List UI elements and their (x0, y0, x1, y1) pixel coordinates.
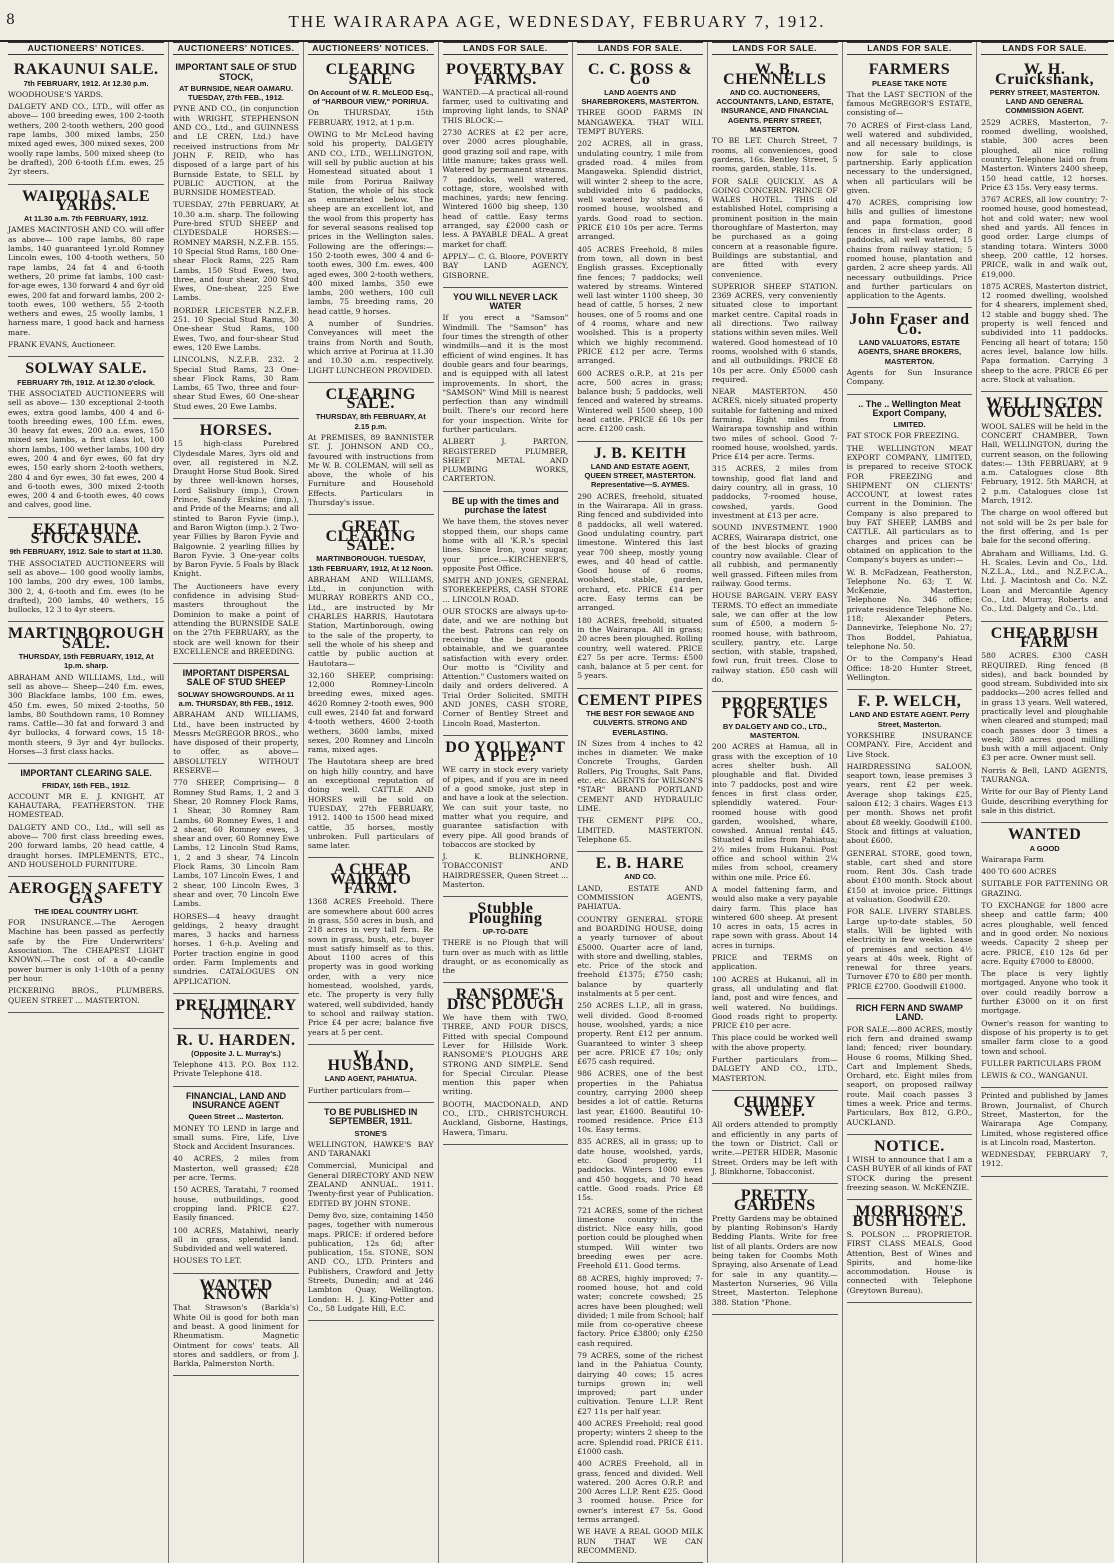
ad-subtitle: (Opposite J. L. Murray's.) (191, 1048, 281, 1058)
ad-paragraph: J. K. BLINKHORNE, TOBACCONIST AND HAIRDRESSER, Queen Street ... Masterton. (442, 852, 569, 890)
ad-subtitle: UP-TO-DATE (482, 926, 529, 936)
advertisement (8, 185, 164, 358)
ad-title: SOLWAY SALE. (25, 360, 147, 378)
column-header: LANDS FOR SALE. (712, 42, 838, 55)
ad-paragraph: PICKERING BROS., PLUMBERS. QUEEN STREET ... MASTERTON. (8, 986, 165, 1005)
ad-paragraph: 2730 ACRES at £2 per acre, over 2000 acres ploughable, good grazing soil and rape, with little manure; takes grass well. Watered by permanent streams. 7 paddocks, well watered, cottage, store, woolshed with machines, yards; new fencing. Wintered 1600 big sheep, 130 head of cattle. Easy terms arranged, say £2000 cash or less. A PAYABLE DEAL. A great market for chaff. (442, 128, 569, 249)
advertisement (8, 877, 164, 1013)
ad-subtitle: Queen Street ... Masterton. (188, 1112, 284, 1122)
ad-title: CEMENT PIPES (577, 691, 703, 709)
ad-title: Stubble Ploughing (468, 900, 543, 927)
ad-subtitle: LAND AGENT, PAHIATUA. (324, 1074, 417, 1084)
ad-paragraph: 3767 ACRES, all low country; 7-roomed house, good homestead, hot and cold water; new wool shed and yards. All fences in good order. Large clumps of standing totara. Winters 3000 sheep, 200 cattle, 12 horses. PRICE, walk in and walk out, £19,000. (981, 195, 1108, 279)
ad-title: HORSES. (199, 421, 273, 439)
ad-paragraph: WE carry in stock every variety of pipes, and if you are in need of a good smoke, just step in and have a look at the selection. We can suit your taste, no matter what you require, and guarantee satisfaction with every pipe. All good brands of tobaccos are stocked by (442, 765, 569, 849)
ad-paragraph: The Hautotara sheep are bred on high hilly country, and have an exceptional reputation of doing well. CATTLE AND HORSES will be sold on TUESDAY, 27th FEBRUARY, 1912. 1400 to 1500 head mixed cattle, 35 horses, mostly unbroken. Full particulars of same later. (307, 757, 434, 851)
ad-paragraph: A model fattening farm, and would also make a very payable dairy farm. This place has wintered 600 sheep. At present 10 acres in oats, 15 acres in rape sown with grass. About 14 acres in turnips. (711, 884, 838, 950)
advertisement (173, 58, 299, 419)
ad-paragraph: Printed and published by James Brown, Journalist, of Church Street, Masterton, for the Wairarapa Age Company, Limited, whose registered office is at Lincoln road, Masterton. (981, 1091, 1108, 1147)
ad-paragraph: 470 ACRES, comprising low hills and gullies of limestone and papa formation, good fences in first-class order; 8 paddocks, all well watered, 15 chains from railway station; 5 roomed house, plantation and garden, 2 acre sheep yards. All necessary outbuildings. Price and further particulars on application to the Agents. (846, 198, 973, 301)
ad-title: MORRISON'S BUSH HOTEL. (852, 1203, 967, 1230)
ad-subtitle: LAND AND ESTATE AGENT, QUEEN STREET, MASTERTON. Representative—S. AYMES. (584, 461, 696, 490)
ad-paragraph: THE ASSOCIATED AUCTIONEERS will sell as above— 100 good woolly lambs, 100 lambs, 200 dry ewes, 100 lambs, 300 2, 4, 6-tooth and f.m. ewes (to be drafted), 200 lambs, 40 wethers, 15 bullocks, 12 3 to 4yr steers. (8, 558, 165, 615)
ad-paragraph: GENERAL STORE, good town, stable, cart shed and store room. Rent 30s. Cash trade about £100 month. Stock about £150 at invoice price. Fittings at valuation. Goodwill £20. (846, 848, 973, 905)
ad-subtitle: FRIDAY, 16th FEB., 1912. (42, 780, 131, 790)
column-4 (439, 42, 574, 1563)
ad-subtitle: AT BURNSIDE, NEAR OAMARU. TUESDAY, 27th FEB., 1912. (179, 83, 294, 103)
ad-paragraph: HOUSES TO LET. (173, 1256, 242, 1266)
advertisement (173, 1029, 299, 1087)
ad-paragraph: 70 ACRES of First-class Land, well watered and subdivided, and all necessary buildings, is now for sale to close partnership. Early application necessary to the undersigned, when all particulars will be given. (846, 120, 973, 195)
advertisement (847, 999, 973, 1135)
column-6 (708, 42, 843, 1563)
ad-paragraph: 100 ACRES, Matahiwi, nearly all in grass, splendid land. Subdivided and well watered. (173, 1225, 299, 1254)
ad-paragraph: 315 ACRES, 2 miles from township, good flat land and dairy country, all in grass, 10 paddocks, 7-roomed house, cowshed, yards. Good investment at £13 per acre. (711, 464, 838, 520)
ad-subtitle: 9th FEBRUARY, 1912. Sale to start at 11.30. (9, 547, 163, 557)
advertisement (443, 897, 569, 983)
ad-title: RANSOME'S DISC PLOUGH (446, 986, 564, 1013)
advertisement (443, 736, 569, 897)
ad-paragraph: 580 ACRES. £300 CASH REQUIRED. Ring fenced (8 sides), and back bounded by good stream. Subdivided into six paddocks—200 acres felled and in grass 13 years. Well watered, practically level and ploughable when cleared and stumped; mail coach passes door 3 times a week; 380 acres good milling bush with a mill adjacent. Only £3 per acre. Owner must sell. (981, 651, 1108, 763)
advertisement (847, 395, 973, 691)
ad-title: CHEAP BUSH FARM (990, 624, 1099, 651)
ad-subtitle: LAND VALUATORS, ESTATE AGENTS, SHARE BROKERS, MASTERTON. (857, 338, 962, 366)
ad-title: BE up with the times and purchase the latest (451, 495, 559, 516)
ad-paragraph: W. B. McFadzean, Featherston, Telephone No. 63; T. W. McKenzie, Masterton, Telephone No. 346 office; private residence Telephone No. 118; Alexander Peters, Dannevirke, Telephone No. 27; Thos Boddel, Pahiatua, telephone No. 50. (846, 567, 973, 651)
ad-paragraph: NEAR MASTERTON. 450 ACRES, nicely situated property suitable for fattening and mixed farming. Eight miles from Wairarapa township and within two miles of school. Good 7-roomed house, woolshed, yards. Price £14 per acre. Terms. (711, 387, 838, 462)
column-8 (977, 42, 1112, 1563)
advertisement (577, 58, 703, 441)
ad-paragraph: ABRAHAM AND WILLIAMS, Ltd., have been instructed by Messrs McGREGOR BROS., who have disposed of their property, to offer, as above— ABSOLUTELY WITHOUT RESERVE— (173, 710, 299, 776)
ad-paragraph: Pretty Gardens may be obtained by planting Robinson's Hardy Bedding Plants. Write for free list of all plants. Orders are now being taken for Coombs Moth Spraying, also Arsenate of Lead for sale in any quantity.—Masterton Nurseries, 96 Villa Street, Masterton. Telephone 388. Station "Phone. (711, 1213, 838, 1307)
ad-subtitle: THURSDAY, 8th FEBRUARY, At 2.15 p.m. (315, 412, 426, 431)
ad-paragraph: 986 ACRES, one of the best properties in the Pahiatua country, carrying 2000 sheep besides a lot of cattle. Returns last year, £1600. Beautiful 10-roomed residence. Price £13 10s. Easy terms. (577, 1069, 703, 1135)
ad-paragraph: WEDNESDAY, FEBRUARY 7, 1912. (981, 1150, 1108, 1169)
advertisement (308, 1103, 434, 1321)
ad-paragraph: DALGETY AND CO., LTD., will offer as above— 100 breeding ewes, 100 2-tooth wethers, 200 2-tooth wethers, 200 good rape lambs, 300 mixed lambs, 250 mixed aged ewes, 300 mixed sexes, 200 woolly rape lambs, 500 mixed sheep (to be drafted), 200 6-tooth f.f.m. ewes, 25 2yr steers. (8, 102, 165, 177)
ad-paragraph: ALBERT J. PARTON, REGISTERED PLUMBER, SHEET METAL AND PLUMBING WORKS, CARTERTON. (442, 437, 569, 484)
advertisement (308, 858, 434, 1044)
ad-title: PRETTY GARDENS (733, 1187, 816, 1214)
ad-paragraph: That the LAST SECTION of the famous McGREGOR'S ESTATE, consisting of— (846, 89, 973, 118)
ad-paragraph: We have them, the stoves never stopped them, our shops came home with all 'K.R.'s special lines. Since Iron, your sugar, your price.—KIRCHENER'S, opposite Post Office. (442, 517, 569, 573)
ad-paragraph: FAT STOCK FOR FREEZING. (846, 431, 959, 441)
ad-title: WANTED (1008, 826, 1082, 844)
column-header: LANDS FOR SALE. (577, 42, 703, 55)
ad-paragraph: SUITABLE FOR FATTENING OR GRAZING. (981, 879, 1108, 898)
ad-paragraph: WOOL SALES will be held in the CONCERT CHAMBER, Town Hall, WELLINGTON, during the current season, on the following dates:— 13th FEBRUARY, at 9 a.m. Catalogues close 8th February, 1912. 5th MARCH, at 2 p.m. Catalogues close 1st March, 1912. (981, 421, 1108, 506)
ad-paragraph: A number of Sundries. Conveyances will meet the trains from North and South, which arrive at Porirua at 11.30 and 10.30 a.m. respectively. LIGHT LUNCHEON PROVIDED. (307, 319, 434, 375)
ad-title: W. B. CHENNELLS (723, 61, 827, 88)
ad-paragraph: JAMES MACINTOSH AND CO. will offer as above— 100 rape lambs, 80 rape lambs, 140 guaranteed 1yr.old Romney Lincoln ewes, 100 4-tooth wethers, 50 rape lambs, 24 fat 4 and 6-tooth wethers, 20 prime fat lambs, 100 cast-for-age ewes, 130 forward 4 and 6yr old ewes, 200 fat and forward lambs, 200 2-tooth ewes, 100 wethers, 55 2-tooth wethers and ewes, 25 woolly lambs, 1 harness mare, 1 good hack and harness mare. (8, 225, 165, 337)
ad-paragraph: BORDER LEICESTER N.Z.F.B. 251. 10 Special Stud Rams, 30 One-shear Stud Rams, 100 Ewes, Two, and four-shear Stud ewes, 120 Ewe Lambs. (173, 305, 299, 352)
ad-paragraph: LEWIS & CO., WANGANUI. (981, 1071, 1088, 1081)
advertisement (308, 515, 434, 858)
ad-paragraph: Further particulars from— DALGETY AND CO., LTD., MASTERTON. (711, 1054, 838, 1083)
ad-paragraph: 32,160 SHEEP, comprising: 12,000 Romney-Lincoln breeding ewes, mixed ages. 4620 Romney 2-tooth ewes, 900 cull ewes, 2140 fat and forward 4-tooth wethers, 4600 2-tooth wethers, 3600 lambs, mixed sexes, 200 Romney and Lincoln rams, mixed ages. (307, 670, 434, 755)
ad-title: A CHEAP WAIKATO FARM. (330, 861, 412, 898)
ad-paragraph: I WISH to announce that I am a CASH BUYER of all kinds of FAT STOCK during the present freezing season. W. McKENZIE. (846, 1155, 973, 1193)
ad-paragraph: YORKSHIRE INSURANCE COMPANY. Fire, Accident and Live Stock. (846, 731, 973, 759)
ad-paragraph: 100 ACRES at Hukanui, all in grass, all undulating and flat land, post and wire fences, and well watered. No buildings. Good roads right to property. PRICE £10 per acre. (711, 974, 838, 1031)
ad-subtitle: STONE'S (354, 1128, 387, 1138)
ad-paragraph: 405 ACRES Freehold, 8 miles from town, all down in best English grasses. Exceptionally fine fences; 7 paddocks; well watered by streams. Wintered well last winter 1100 sheep, 30 head of cattle, 5 horses, 2 new houses, one of 5 rooms and one of 4 rooms, whare and new woolshed. This is a property which we highly recommend. PRICE £12 per acre. Terms arranged. (577, 244, 703, 366)
column-3 (304, 42, 439, 1563)
ad-title: IMPORTANT CLEARING SALE. (20, 768, 152, 779)
ad-paragraph: OWING to Mr McLeod having sold his property, DALGETY AND CO., LTD., WELLINGTON, will sell by public auction at his Homestead situated about 1 mile from Porirua Railway Station, the whole of his stock as enumerated below. The sheep are an excellent lot, and the wool from this property has for several seasons realised top prices in the Wellington sales. Following are the offerings:— 150 2-tooth ewes, 300 4 and 6-tooth ewes, 300 f.m. ewes, 400 aged ewes, 300 2-tooth wethers, 400 mixed lambs, 350 ewe lambs, 200 wethers, 100 cull lambs, 75 breeding rams, 20 head cattle, 9 horses. (307, 130, 434, 316)
ad-title: AEROGEN SAFETY GAS (8, 880, 164, 907)
ad-paragraph: THE ASSOCIATED AUCTIONEERS will sell as above— 130 exceptional 2-tooth ewes, extra good lambs, 400 4 and 6-tooth breeding ewes, 100 f.f.m. ewes, 30 heavy fat ewes, 200 a.a. ewes, 150 mixed sex lambs, a first class lot, 100 shorn lambs, 100 wether lambs, 100 dry ewes, 200 4 and 6yr ewes, 60 fat dry ewes, 150 early shorn 2-tooth wethers, 280 4 and 6yr ewes, 30 fat ewes, 200 4 and 6-tooth ewes, 300 mixed 2-tooth ewes, 200 4 and 6-tooth ewes, 40 cows and calves, good line. (8, 388, 165, 510)
ad-paragraph: 88 ACRES, highly improved; 7-roomed house, hot and cold water; concrete cowshed; 25 acres have been ploughed; well divided; 1 mile from School; half mile from co-operative cheese factory. Price £3800; only £250 cash required. (577, 1273, 703, 1348)
ad-paragraph: THE WELLINGTON MEAT EXPORT COMPANY, LIMITED, is prepared to receive STOCK FOR FREEZING and SHIPMENT ON CLIENTS' ACCOUNT, at lowest rates current in the Dominion. The Company is also prepared to buy FAT SHEEP, LAMBS and CATTLE. All particulars as to charges and prices can be obtained on application to the Company's buyers as under:— (846, 443, 973, 565)
advertisement (173, 419, 299, 664)
ad-paragraph: FRANK EVANS, Auctioneer. (8, 340, 116, 350)
advertisement (577, 852, 703, 1563)
columns-container (4, 42, 1112, 1555)
ad-title: R. U. HARDEN. (176, 1031, 296, 1049)
column-7 (843, 42, 978, 1563)
ad-paragraph: 40 ACRES, 2 miles from Masterton, well grassed; £28 per acre. Terms. (173, 1154, 299, 1183)
ad-title: EKETAHUNA STOCK SALE. (30, 520, 142, 548)
page-number: 8 (6, 12, 15, 28)
column-2 (169, 42, 304, 1563)
ad-paragraph: All orders attended to promptly and efficiently in any parts of the town or District. Call or write.—PETER HIDER, Masonic Street. Orders may be left with J. Blinkhorne, Tobacconist. (711, 1120, 838, 1176)
column-header: AUCTIONEERS' NOTICES. (308, 42, 434, 55)
column-header: AUCTIONEERS' NOTICES. (8, 42, 164, 55)
column-5 (573, 42, 708, 1563)
ad-subtitle: THURSDAY, 15th FEBRUARY, 1912, At 1p.m. sharp. (18, 652, 154, 671)
ad-title: GREAT CLEARING SALE. (325, 518, 416, 554)
advertisement (981, 392, 1108, 622)
advertisement (712, 58, 838, 692)
masthead (0, 0, 1114, 42)
ad-title: PROPERTIES FOR SALE (721, 695, 829, 722)
ad-subtitle: BY DALGETY AND CO., LTD., MASTERTON. (722, 721, 827, 741)
ad-subtitle: THE IDEAL COUNTRY LIGHT. (34, 906, 139, 916)
column-header: LANDS FOR SALE. (847, 42, 973, 55)
ad-subtitle: PLEASE TAKE NOTE (872, 78, 947, 88)
ad-title: IMPORTANT DISPERSAL SALE OF STUD SHEEP (182, 668, 290, 688)
advertisement (308, 1045, 434, 1103)
ad-paragraph: THREE GOOD FARMS IN MANGAWEKA. THAT WILL TEMPT BUYERS. (577, 108, 703, 137)
ad-paragraph: 721 ACRES, some of the richest limestone country in the district. Nice easy hills, good portion could be ploughed when stumped. Will winter two breeding ewes per acre. Freehold £11. Good terms. (577, 1205, 703, 1271)
ad-title: DO YOU WANT A PIPE? (445, 738, 566, 766)
ad-paragraph: FOR SALE.—800 ACRES, mostly rich fern and drained swamp land; fenced; river boundary. House 6 rooms, Milking Shed, Cart and Implement Sheds, Orchard, etc. Eight miles from seaport, on proposed railway route. Mail coach passes 3 times a week. Price and terms. Particulars, Box 812, G.P.O., AUCKLAND. (846, 1024, 973, 1127)
ad-paragraph: 400 ACRES Freehold; real good property; winters 2 sheep to the acre. Splendid road. PRICE £11. £1000 cash. (577, 1419, 703, 1456)
ad-paragraph: If you erect a "Samson" Windmill. The "Samson" has four times the strength of other windmills—and it is the most efficient of wind engines. It has double gears and four bearings, and is equipped with all latest improvements. In short, the "SAMSON" Wind Mill is nearest perfection than any windmill built. There's our record here for your inspection. Write for further particulars. (442, 313, 569, 434)
ad-paragraph: The place is very lightly mortgaged. Anyone who took it over could readily borrow a further £3000 on it on first mortgage. (981, 969, 1108, 1016)
ad-paragraph: We have them with TWO, THREE, AND FOUR DISCS, Fitted with special Compound Lever for Hillside Work. RANSOME'S PLOUGHS ARE STRONG AND SIMPLE. Send for Special Circular. Please mention this paper when writing. (442, 1013, 569, 1097)
ad-paragraph: SOUND INVESTMENT. 1900 ACRES, Wairarapa district, one of the best blocks of grazing country now available. Clear of all rubbish, and permanently well grassed. Fifteen miles from railway. Good terms. (711, 523, 838, 589)
ad-title: NOTICE. (874, 1137, 945, 1155)
ad-title: FARMERS (868, 61, 951, 79)
ad-title: PRELIMINARY NOTICE. (175, 996, 297, 1024)
ad-title: POVERTY BAY FARMS. (445, 61, 565, 88)
ad-title: .. The .. Wellington Meat Export Company, (858, 398, 961, 418)
ad-paragraph: DALGETY AND CO., Ltd., will sell as above— 700 first class breeding ewes, 200 forward lambs, 20 head cattle, 4 draught horses. IMPLEMENTS, ETC., AND HOUSEHOLD FURNITURE. (8, 822, 165, 869)
ad-paragraph: TO BE LET. Church Street, 7 rooms, all conveniences, good gardens, 16s. Bentley Street, 5 rooms, garden, stable, 11s. (711, 136, 838, 174)
ad-paragraph: Abraham and Williams, Ltd. G. H. Scales. Levin and Co., Ltd. N.Z.L.A., Ltd., and N.Z.F.C.A., Ltd. J. Macintosh and Co. N.Z. Loan and Mercantile Agency Co., Ltd. Murray, Roberts and Co., Ltd. Dalgety and Co., Ltd. (981, 548, 1108, 614)
ad-paragraph: OUR STOCKS are always up-to-date, and we are nothing but the best. Patrons can rely on receiving the best goods obtainable, and we guarantee satisfaction with every order. Our motto is "Civility and Attention." Customers waited on daily and orders delivered. A Trial Order Solicited. SMITH AND JONES, CASH STORE, Corner of Bentley Street and Lincoln Road, Masterton. (442, 607, 569, 728)
ad-paragraph: The Auctioneers have every confidence in advising Stud-masters throughout the Dominion to make a point of attending the BURNSIDE SALE on the 27th FEBRUARY, as the stock are well known for their EXCELLENCE and BREEDING. (173, 581, 299, 656)
ad-paragraph: 2529 ACRES, Masterton, 7-roomed dwelling, woolshed, stable, 300 acres been ploughed, all nice rolling country. Telephone laid on from Masterton. Winters 2400 sheep, 150 head cattle, 12 horses. Price £3 15s. Very easy terms. (981, 117, 1108, 192)
ad-paragraph: HAIRDRESSING SALOON, seaport town, lease premises 3 years, rent £2 per week. Average shop takings £25, saloon £12; 3 chairs. Wages £13 per month. Shows net profit about £8 weekly. Goodwill £100. Stock and fittings at valuation, about £600. (846, 761, 973, 846)
ad-subtitle: THE BEST FOR SEWAGE AND CULVERTS. STRONG AND EVERLASTING. (586, 709, 695, 737)
ad-paragraph: 250 ACRES L.I.P., all in grass, well divided. Good 8-roomed house, woolshed, yards; a nice property. Rent £12 per annum. Guaranteed to winter 3 sheep per acre. PRICE £7 10s; only £675 cash required. (577, 1001, 703, 1067)
ad-subtitle: PERRY STREET, MASTERTON. LAND AND GENERAL COMMISSION AGENT. (989, 87, 1100, 116)
ad-paragraph: SMITH AND JONES, GENERAL STOREKEEPERS, CASH STORE ... LINCOLN ROAD. (442, 576, 569, 604)
advertisement (8, 357, 164, 517)
ad-title: WANTED KNOWN (199, 1276, 273, 1304)
ad-paragraph: MONEY TO LEND in large and small sums. Fire, Life, Live Stock and Accident Insurances. (173, 1123, 299, 1152)
ad-paragraph: TO EXCHANGE for 1800 acre sheep and cattle farm; 400 acres ploughable, well fenced and in good order. No noxious weeds. Capacity 2 sheep per acre. PRICE, £10 12s 6d per acre. Equity £7000 to £8000. (981, 901, 1108, 966)
ad-title: John Fraser and Co. (849, 311, 970, 338)
ad-paragraph: ABRAHAM AND WILLIAMS, Ltd., in conjunction with MURRAY ROBERTS AND CO., Ltd., are instructed by Mr CHARLES HARRIS, Hautotara Station, Martinborough, owing to the sale of the property, to sell the whole of his sheep and cattle by public auction at Hautotara— (307, 574, 434, 668)
ad-paragraph: 600 ACRES o.R.P., at 21s per acre, 500 acres in grass; balance bush; 5 paddocks, well fenced and watered by streams. Wintered well 1500 sheep, 100 head cattle. PRICE £6 10s per acre. £1200 cash. (577, 368, 703, 434)
ad-paragraph: Write for our Bay of Plenty Land Guide, describing everything for sale in this district. (981, 787, 1108, 815)
ad-paragraph: Agents for Sun Insurance Company. (846, 367, 973, 387)
ad-paragraph: HORSES—4 heavy draught geldings, 2 heavy draught mares, 3 hacks and harness horses. 1 6-h.p. Aveling and Porter traction engine in good order. Farm Implements and sundries. CATALOGUES ON APPLICATION. (173, 911, 299, 986)
ad-title: TO BE PUBLISHED IN SEPTEMBER, 1911. (324, 1106, 418, 1127)
ad-paragraph: 150 ACRES, Taratahi, 7 roomed house, outbuildings, good cropping land. PRICE £27. Easily financed. (173, 1185, 299, 1223)
ad-paragraph: S. POLSON ... PROPRIETOR. FIRST CLASS MEALS, Good Attention, Best of Wines and Spirits, and home-like accommodation. House is connected with Telephone (Greytown Bureau). (846, 1229, 973, 1295)
ad-subtitle: MARTINBOROUGH. TUESDAY, 13th FEBRUARY, 1912, At 12 Noon. (308, 554, 433, 573)
ad-paragraph: FOR SALE QUICKLY. AS A GOING CONCERN. PRINCE OF WALES HOTEL. THIS old established Hotel, comprising a prominent position in the main thoroughfare of Masterton, may be purchased as a going concern at a reasonable figure. Buildings are substantial, and are fitted with every convenience. (711, 176, 838, 279)
ad-paragraph: THERE is no Plough that will turn over as much with as little draught, or as economically as the (442, 938, 569, 976)
ad-subtitle: At 11.30 a.m. 7th FEBRUARY, 1912. (23, 214, 149, 224)
ad-paragraph: HOUSE BARGAIN. VERY EASY TERMS. TO effect an immediate sale, we can offer at the low sum of £500, a modern 5-roomed house, with bathroom, scullery, pantry, etc. Large section, with stable, trapshed, fowl run, fruit trees. Close to railway station. £50 cash will do. (711, 591, 838, 684)
ad-paragraph: The charge on wool offered but not sold will be 2s per bale for the first offering, and 1s per bale for the second offering. (981, 508, 1108, 546)
ad-subtitle: AND CO. (624, 872, 656, 882)
advertisement (712, 692, 838, 1091)
ad-paragraph: 400 ACRES Freehold, all in grass, fenced and divided. Well watered. 200 Acres O.R.P. and 200 Acres L.I.P. Rent £25. Good 3 roomed house. Price for owner's interest £7 5s. Good terms arranged. (577, 1459, 703, 1525)
ad-paragraph: PRICE and TERMS on application. (711, 953, 838, 972)
ad-paragraph: That Strawson's (Barkla's) White Oil is good for both man and beast. A good liniment for Rheumatism. Magnetic Ointment for cows' teats. All stores and saddlers, or from J. Barkla, Palmerston North. (173, 1303, 299, 1369)
ad-title: W. I. HUSBAND, (327, 1047, 414, 1075)
ad-title: RICH FERN AND SWAMP LAND. (855, 1003, 964, 1023)
ad-paragraph: Further particulars from— (307, 1085, 411, 1095)
ad-paragraph: IN Sizes from 4 inches to 42 inches in diameter. We make Concrete Troughs, Garden Rollers, Pig Troughs, Salt Pans, etc. etc. AGENTS for WILSON'S "STAR" BRAND PORTLAND CEMENT AND HYDRAULIC LIME. (577, 738, 703, 813)
ad-subtitle: FEBRUARY 7th, 1912. At 12.30 o'clock. (17, 377, 155, 387)
ad-title: RAKAUNUI SALE. (13, 61, 159, 79)
advertisement (847, 690, 973, 999)
ad-paragraph: 1368 ACRES Freehold. There are somewhere about 600 acres in grass, 550 acres in bush, and 218 acres in very tall fern. Re sown in grass, bush, etc., buyer must satisfy himself as to this. About 1100 acres of this property was in good working order, with a very nice homestead, woolshed, yards, etc. The property is very fully watered, well subdivided, handy to school and railway station. Price £4 per acre; balance five years at 5 per cent. (307, 897, 434, 1037)
ad-subtitle: LAND AGENTS AND SHAREBROKERS, MASTERTON. (581, 87, 699, 107)
ad-subtitle: On Account of W. R. McLEOD Esq., of "HARBOUR VIEW," PORIRUA. (308, 87, 434, 107)
ad-paragraph: ACCOUNT MR E. J. KNIGHT, AT KAHAUTARA, FEATHERSTON. THE HOMESTEAD. (8, 791, 165, 820)
ad-subtitle: 7th FEBRUARY, 1912. At 12.30 p.m. (23, 78, 149, 88)
ad-title: W. H. Cruickshank, (995, 61, 1095, 88)
ad-paragraph: FOR SALE. LIVERY STABLES. Large up-to-date stables, 50 stalls. Will be lighted with electricity in few weeks. Lease of premises and section 4½ years at 40s week. Right of renewal for three years. Turnover £70 to £80 per month. PRICE £2700. Goodwill £1000. (846, 907, 973, 991)
column-header: LANDS FOR SALE. (981, 42, 1108, 55)
advertisement (173, 1274, 299, 1377)
ad-title: MARTINBOROUGH SALE. (8, 625, 165, 652)
ad-paragraph: Commercial, Municipal and General DIRECTORY AND NEW ZEALAND ANNUAL. 1911. Twenty-first year of Publication. EDITED BY JOHN STONE. (307, 1161, 434, 1208)
ad-paragraph: At PREMISES, 89 BANNISTER ST. J. JOHNSON AND CO., favoured with instructions from Mr W. B. COLEMAN, will sell as above, the whole of his Furniture and Household Effects. Particulars in Thursday's issue. (307, 432, 434, 508)
advertisement (8, 622, 164, 764)
ad-title: CLEARING SALE (325, 61, 416, 88)
advertisement (308, 58, 434, 383)
ad-paragraph: WE HAVE A REAL GOOD MILK RUN THAT WE CAN RECOMMEND. (577, 1527, 703, 1555)
ad-paragraph: ABRAHAM AND WILLIAMS, Ltd., will sell as above— Sheep—240 f.m. ewes, 300 Blackface lambs, 100 f.m. ewes, 450 f.m. ewes, 50 mixed 2-tooths, 50 lambs, 80 Southdown rams, 10 Romney rams. Cattle—30 fat and forward 3 and 4yr bullocks, 4 forward cows, 15 18-month steers, 9 3yr and 4yr bullocks. Horses—3 first class hacks. (8, 672, 165, 756)
ad-paragraph: 1875 ACRES, Masterton district, 12 roomed dwelling, woolshed for 4 shearers, implement shed, 12 stable and buggy shed. The property is well fenced and subdivided into 11 paddocks. Fencing all heart of totara; 150 acres level, balance low hills. Papa formation. Carrying 3 sheep to the acre. PRICE £6 per acre. Stock at valuation. (981, 281, 1108, 384)
ad-subtitle: SOLWAY SHOWGROUNDS. At 11 a.m. THURSDAY, 8th FEB., 1912. (177, 689, 295, 708)
ad-paragraph: 200 ACRES at Hamua, all in grass with the exception of 10 acres shelter bush. All ploughable and flat. Divided into 7 paddocks, post and wire fences in first class order, splendidly watered. Four-roomed house with good garden, woolshed, whare, cowshed. Annual rental £45. Situated 4 miles from Pahiatua; 2½ miles from Hukanui. Post office and school within 2¼ miles from school, creamery within one mile. Price £6. (711, 742, 838, 882)
advertisement (8, 518, 164, 623)
ad-title: CLEARING SALE. (325, 385, 416, 413)
advertisement (8, 764, 164, 877)
ad-paragraph: LINCOLNS, N.Z.F.B. 232. 2 Special Stud Rams, 23 One-shear Flock Rams, 30 Ram Lambs, 65 Two, three and four-shear Stud Ewes, 60 One-shear Stud ewes, 20 Ewe Lambs. (173, 355, 299, 411)
advertisement (443, 58, 569, 288)
ad-paragraph: WELLINGTON, HAWKE'S BAY AND TARANAKI (307, 1139, 434, 1159)
ad-paragraph: PYNE AND CO., (in conjunction with WRIGHT, STEPHENSON AND CO., Ltd., and GUINNESS and LE CREN, Ltd.) have received instructions from Mr JOHN F. REID, who has disposed of a large part of his Burnside Estate, to SELL by PUBLIC AUCTION, at the BURNSIDE HOMESTEAD. (173, 104, 299, 198)
ad-paragraph: 290 ACRES, freehold, situated in the Wairarapa. All in grass. Ring fenced and subdivided into 8 paddocks, all well watered. Good undulating country, part limestone. Wintered this last year 700 sheep, mostly young ewes, and 40 head of cattle. Good house of 6 rooms, woolshed, stable, garden, orchard, etc. PRICE £14 per acre. Easy terms can be arranged. (577, 491, 703, 613)
ad-paragraph: 180 ACRES, freehold, situated in the Wairarapa. All in grass; 20 acres been ploughed. Rolling country, well watered. PRICE £27 5s per acre. Terms: £500 cash, balance at 5 per cent. for 5 years. (577, 615, 703, 681)
advertisement (981, 622, 1108, 824)
ad-paragraph: SUPERIOR SHEEP STATION. 2369 ACRES, very conveniently situated close to important market centre. Capital roads in all directions. Two railway stations within seven miles. Well watered. Good homestead of 10 rooms, woolshed with 6 stands, and all outbuildings. PRICE £8 10s per acre. Only £5000 cash required. (711, 281, 838, 384)
advertisement (443, 983, 569, 1144)
advertisement (847, 1200, 973, 1303)
ad-paragraph: 15 high-class Purebred Clydesdale Mares, 3yrs old and over, all registered in N.Z. Draught Horse Stud Book. Sired by three well-known horses, Lord Salisbury (imp.), Crown Prince, Sandy Erskine (imp.), and Pride of the Mearns; and all stinted to Baron Fyvie (imp.), and Baron Wigton (imp.). 2 Two-year Fillies by Baron Fyvie and Balgownie. 2 yearling fillies by Baron Fyvie. 3 One-year colts by Baron Fyvie. 5 Foals by Black Knight. (173, 439, 299, 579)
ad-title: FINANCIAL, LAND AND INSURANCE AGENT (185, 1090, 287, 1110)
ad-paragraph: LAND, ESTATE AND COMMISSION AGENTS, PAHIATUA. (577, 883, 703, 912)
ad-paragraph: 835 ACRES, all in grass; up to date house, woolshed, yards, etc. Good property, 11 paddocks. Winters 1000 ewes and 450 hoggets, and 70 head cattle. Good roads. Price £8 15s. (577, 1137, 703, 1203)
advertisement (712, 1091, 838, 1184)
ad-paragraph: Owner's reason for wanting to dispose of his property is to get smaller farm close to a good town and school. (981, 1018, 1108, 1056)
advertisement (443, 492, 569, 736)
advertisement (173, 1087, 299, 1274)
ad-paragraph: WOODHOUSE'S YARDS. (8, 89, 104, 99)
advertisement (981, 58, 1108, 392)
advertisement (847, 308, 973, 394)
column-1 (4, 42, 169, 1563)
ad-title: WELLINGTON WOOL SALES. (985, 395, 1104, 422)
ad-paragraph: WANTED.—A practical all-round farmer, used to cultivating and improving light lands, to SNAP THIS BLOCK:— (442, 87, 569, 125)
advertisement (308, 383, 434, 516)
advertisement (577, 442, 703, 689)
ad-paragraph: APPLY— C. G. Bloore, POVERTY BAY LAND AGENCY, GISBORNE. (442, 251, 569, 280)
ad-paragraph: On THURSDAY, 15th FEBRUARY, 1912, at 1 p.m. (307, 108, 434, 127)
ad-paragraph: COUNTRY GENERAL STORE and BOARDING HOUSE, doing a yearly turnover of about £5000. Quarter acre of land, with store and dwelling, stables, etc. Price of the stock and freehold £1375; £750 cash; balance by quarterly instalments at 5 per cent. (577, 914, 703, 999)
column-header: AUCTIONEERS' NOTICES. (173, 42, 299, 55)
ad-paragraph: BOOTH, MACDONALD, AND CO., LTD., CHRISTCHURCH. Auckland, Gisborne, Hastings, Hawera, Timaru. (442, 1099, 569, 1137)
ad-paragraph: Or to the Company's Head Office: 18-20 Hunter Street, Wellington. (846, 654, 973, 682)
advertisement (847, 58, 973, 308)
newspaper-title: THE WAIRARAPA AGE, WEDNESDAY, FEBRUARY 7, 1912. (288, 12, 826, 31)
ad-title: YOU WILL NEVER LACK WATER (452, 291, 558, 312)
ad-paragraph: This place could be worked well with the above property. (711, 1033, 838, 1052)
ad-paragraph: 770 SHEEP, Comprising— 8 Romney Stud Rams, 1, 2 and 3 Shear, 20 Romney Flock Rams, 1 Shear, 30 Romney Ram Lambs, 60 Romney Ewes, 1 and 2 shear, 60 Romney ewes, 3 shear and over, 60 Romney Ewe Lambs, 12 Lincoln Stud Rams, 1, 2 and 3 shear, 74 Lincoln Flock Rams, 30 Lincoln Ram Lambs, 107 Lincoln Ewes, 1 and 2 shear, 100 Lincoln Ewes, 3 shear and over, 70 Lincoln Ewe Lambs. (173, 778, 299, 909)
advertisement (8, 58, 164, 184)
ad-title: E. B. HARE (595, 855, 685, 873)
ad-paragraph: FOR INSURANCE.—The Aerogen Machine has been passed as perfectly safe by the Fire Underwriters' Association. The CHEAPEST LIGHT KNOWN.—The cost of a 40-candle power burner is only 1-10th of a penny per hour. (8, 918, 165, 983)
ad-subtitle: LIMITED. (893, 420, 926, 430)
advertisement (173, 664, 299, 994)
ad-paragraph: Wairarapa Farm (981, 854, 1044, 864)
ad-title: J. B. KEITH (593, 444, 687, 462)
ad-paragraph: Demy 8vo, size, containing 1450 pages, together with numerous maps. PRICE: if ordered before publication, 12s 6d; after publication, 15s. STONE, SON AND CO., LTD. Printers and Publishers, Crawford and Jetty Streets, Dunedin; and at 246 Lambton Quay, Wellington. London: H. J. King-Potter and Co., 58 Ludgate Hill, E.C. (307, 1210, 434, 1313)
ad-title: IMPORTANT SALE OF STUD STOCK, (175, 62, 297, 82)
ad-paragraph: Norris & Bell, LAND AGENTS, TAURANGA. (981, 765, 1108, 785)
advertisement (847, 1135, 973, 1200)
ad-paragraph: FULLER PARTICULARS FROM (981, 1058, 1102, 1068)
advertisement (173, 994, 299, 1029)
ad-paragraph: TUESDAY, 27th FEBRUARY, At 10.30 a.m. sharp. The following Pure-bred STUD SHEEP and CLYDESDALE HORSES:— ROMNEY MARSH, N.Z.F.B. 155. 10 Special Stud Rams, 180 One-shear Flock Rams, 225 Ram Lambs, 150 Stud Ewes, two, three, and four shear, 200 Stud Ewes, One-shear, 225 Ewe Lambs. (173, 200, 299, 303)
ad-subtitle: LAND AND ESTATE AGENT. Perry Street, Masterton. (849, 710, 970, 729)
advertisement (443, 288, 569, 492)
ad-paragraph: 400 TO 600 ACRES (981, 867, 1057, 877)
ad-subtitle: AND CO. AUCTIONEERS, ACCOUNTANTS, LAND, ESTATE, INSURANCE, AND FINANCIAL AGENTS. PERRY STREET, MASTERTON. (716, 87, 834, 135)
advertisement (577, 689, 703, 852)
ad-paragraph: 202 ACRES, all in grass, undulating country, 1 mile from graded road. 4 miles from Mangaweka. Splendid district, will winter 2 sheep to the acre, subdivided into 6 paddocks, well watered by streams, 6 roomed house, woolshed and yards. Good road to section. PRICE £10 10s per acre. Terms arranged. (577, 139, 703, 242)
advertisement (981, 823, 1108, 1088)
ad-title: C. C. ROSS & Co (587, 61, 693, 88)
column-header: LANDS FOR SALE. (443, 42, 569, 55)
ad-title: CHIMNEY SWEEP. (733, 1093, 817, 1121)
ad-subtitle: A GOOD (1029, 843, 1060, 853)
ad-title: WAIPOUA SALE YARDS. (21, 187, 151, 214)
ad-paragraph: 79 ACRES, some of the richest land in the Pahiatua County, dairying 40 cows; 15 acres turnips grown in; well improved; part under cultivation. Tenure L.I.P. Rent £27 11s per half year. (577, 1351, 703, 1416)
advertisement (712, 1184, 838, 1315)
ad-paragraph: Telephone 413. P.O. Box 112. Private Telephone 418. (173, 1060, 299, 1079)
ad-paragraph: THE CEMENT PIPE CO., LIMITED. MASTERTON. Telephone 65. (577, 816, 703, 844)
advertisement (981, 1088, 1108, 1176)
ad-title: F. P. WELCH, (857, 693, 962, 711)
